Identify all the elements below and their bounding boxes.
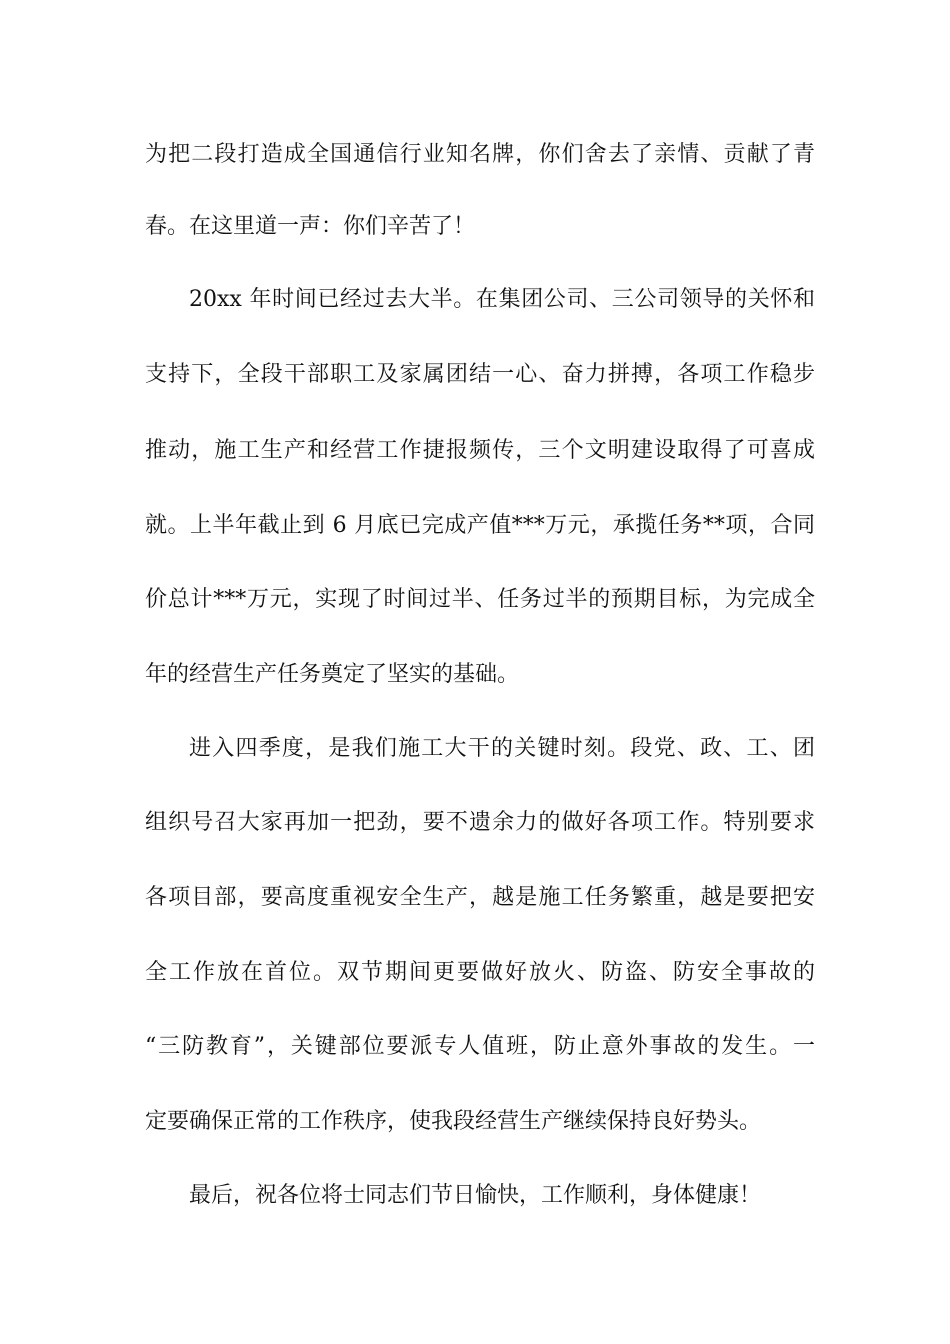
paragraph-start-line: 最后，祝各位将士同志们节日愉快，工作顺利，身体健康！ bbox=[189, 1183, 762, 1208]
text-line: 就。上半年截止到 6 月底已完成产值***万元，承揽任务**项，合同 bbox=[145, 513, 815, 538]
text-line: “三防教育”，关键部位要派专人值班，防止意外事故的发生。一 bbox=[145, 1034, 815, 1059]
paragraph-start-line: 20xx 年时间已经过去大半。在集团公司、三公司领导的关怀和 bbox=[189, 287, 815, 312]
text-line: 全工作放在首位。双节期间更要做好放火、防盗、防安全事故的 bbox=[145, 960, 815, 985]
paragraph-start-line: 进入四季度，是我们施工大干的关键时刻。段党、政、工、团 bbox=[189, 736, 815, 761]
text-line: 为把二段打造成全国通信行业知名牌，你们舍去了亲情、贡献了青 bbox=[145, 142, 815, 167]
text-line: 定要确保正常的工作秩序，使我段经营生产继续保持良好势头。 bbox=[145, 1109, 762, 1134]
text-line: 春。在这里道一声：你们辛苦了！ bbox=[145, 214, 476, 239]
text-line: 支持下，全段干部职工及家属团结一心、奋力拼搏，各项工作稳步 bbox=[145, 362, 815, 387]
text-line: 推动，施工生产和经营工作捷报频传，三个文明建设取得了可喜成 bbox=[145, 438, 815, 463]
text-line: 组织号召大家再加一把劲，要不遗余力的做好各项工作。特别要求 bbox=[145, 810, 815, 835]
text-line: 各项目部，要高度重视安全生产，越是施工任务繁重，越是要把安 bbox=[145, 885, 815, 910]
text-line: 年的经营生产任务奠定了坚实的基础。 bbox=[145, 662, 520, 687]
text-line: 价总计***万元，实现了时间过半、任务过半的预期目标，为完成全 bbox=[145, 587, 815, 612]
